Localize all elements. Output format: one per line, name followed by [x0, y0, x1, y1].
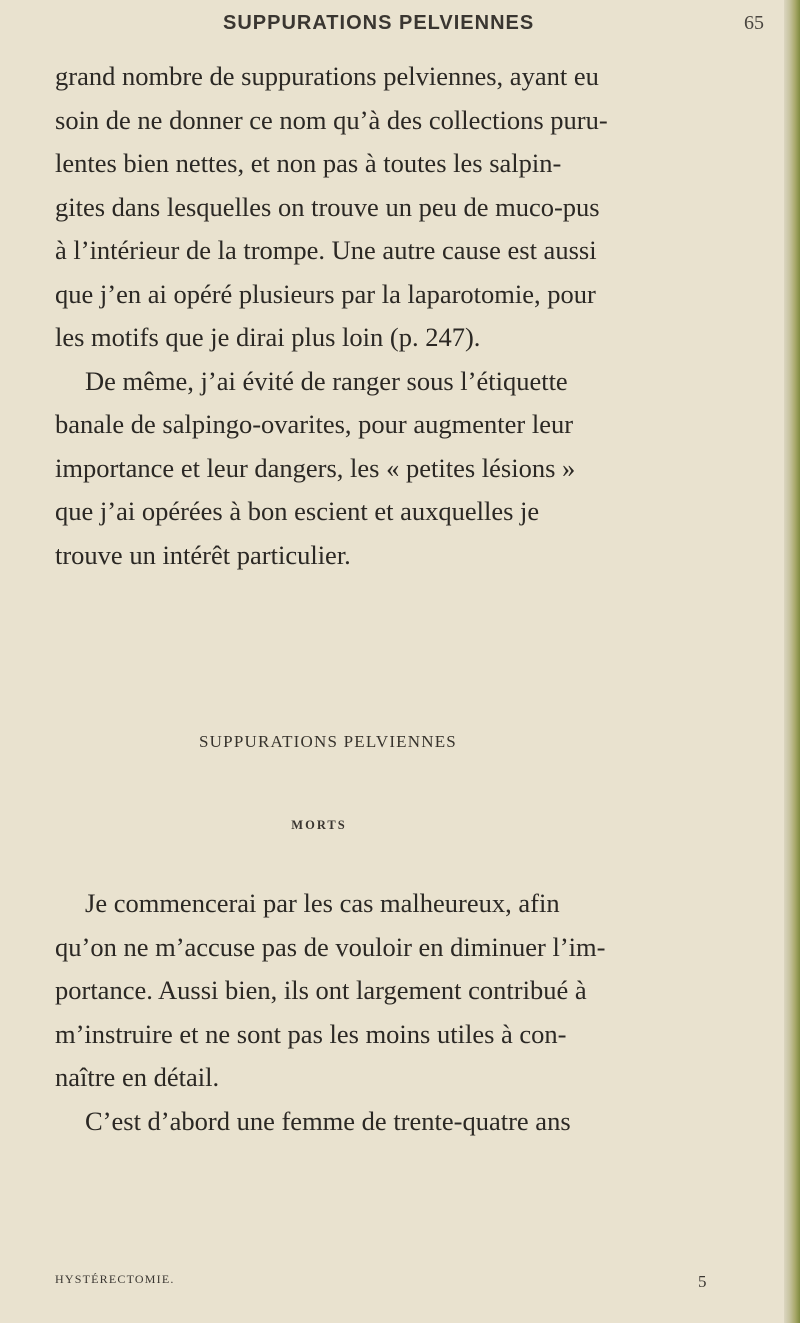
page-edge-stain: [784, 0, 800, 1323]
text-line: banale de salpingo-ovarites, pour augmenter leur: [55, 409, 574, 439]
section-heading: [0, 732, 780, 752]
body-paragraph-3: [55, 882, 770, 1143]
text-line: les motifs que je dirai plus loin (p. 247).: [55, 322, 481, 352]
body-paragraph-1: [55, 55, 770, 577]
subheading-text: MORTS: [291, 818, 347, 832]
text-line: que j’en ai opéré plusieurs par la laparotomie, pour: [55, 278, 596, 309]
text-line: grand nombre de suppurations pelviennes, ayant eu: [55, 61, 599, 91]
subheading: [0, 818, 780, 833]
text-line: Je commencerai par les cas malheureux, afin: [85, 888, 560, 918]
text-line: gites dans lesquelles on trouve un peu de muco-pus: [55, 191, 600, 222]
running-head: [0, 12, 780, 42]
text-line: qu’on ne m’accuse pas de vouloir en diminuer l’im-: [55, 931, 606, 962]
text-line: lentes bien nettes, et non pas à toutes les salpin-: [55, 148, 562, 178]
text-line: que j’ai opérées à bon escient et auxquelles je: [55, 496, 540, 526]
footer: [55, 1272, 770, 1302]
text-line: naître en détail.: [55, 1062, 220, 1092]
text-line: m’instruire et ne sont pas les moins utiles à con-: [55, 1018, 567, 1049]
text-line: soin de ne donner ce nom qu’à des collections puru-: [55, 104, 608, 135]
section-heading-text: SUPPURATIONS PELVIENNES: [199, 732, 457, 751]
page-number: 65: [744, 12, 764, 34]
text-line: portance. Aussi bien, ils ont largement contribué à: [55, 975, 587, 1005]
signature-number: 5: [698, 1272, 707, 1291]
signature-mark: HYSTÉRECTOMIE.: [55, 1272, 175, 1286]
running-title: SUPPURATIONS PELVIENNES: [223, 12, 535, 34]
text-line: à l’intérieur de la trompe. Une autre cause est aussi: [55, 235, 597, 265]
text-line: trouve un intérêt particulier.: [55, 539, 351, 570]
text-line: importance et leur dangers, les « petites lésions »: [55, 452, 576, 483]
text-line: C’est d’abord une femme de trente-quatre ans: [85, 1105, 571, 1136]
text-line: De même, j’ai évité de ranger sous l’étiquette: [85, 365, 568, 396]
